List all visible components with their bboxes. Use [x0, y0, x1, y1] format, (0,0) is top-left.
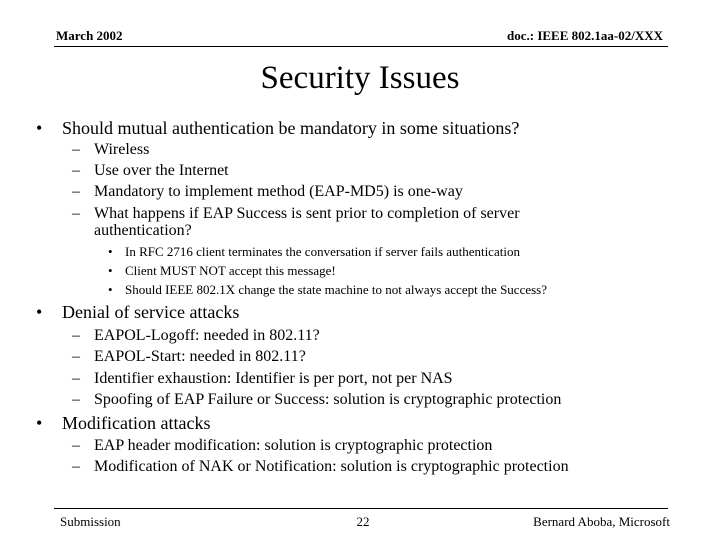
sub-bullet-mark: –	[72, 183, 80, 200]
sub-bullet-mark: –	[72, 141, 80, 158]
bullet-mark: •	[36, 118, 43, 138]
sub-bullet-text: Mandatory to implement method (EAP-MD5) is one-way	[94, 183, 463, 200]
sub-sub-bullet-mark: •	[108, 263, 113, 278]
sub-bullet-text: Modification of NAK or Notification: solution is cryptographic protection	[94, 458, 569, 475]
bullet-mark: •	[36, 413, 43, 433]
sub-bullet-text: EAPOL-Start: needed in 802.11?	[94, 348, 306, 365]
sub-sub-bullet-mark: •	[108, 282, 113, 297]
sub-bullet-mark: –	[72, 162, 80, 179]
slide-title: Security Issues	[260, 60, 460, 96]
footer-submission: Submission	[60, 514, 121, 529]
sub-bullet-mark: –	[72, 437, 80, 454]
bullet-text: Modification attacks	[62, 413, 211, 433]
sub-bullet-mark: –	[72, 370, 80, 387]
sub-bullet-text: EAPOL-Logoff: needed in 802.11?	[94, 327, 320, 344]
sub-bullet-mark: –	[72, 391, 80, 408]
bullet-text: Should mutual authentication be mandatory in some situations?	[62, 118, 520, 138]
sub-bullet-text: Identifier exhaustion: Identifier is per port, not per NAS	[94, 370, 453, 387]
sub-bullet-text: Spoofing of EAP Failure or Success: solution is cryptographic protection	[94, 391, 562, 408]
bullet-text: Denial of service attacks	[62, 302, 240, 322]
sub-bullet-text: Wireless	[94, 141, 150, 158]
sub-bullet-text: What happens if EAP Success is sent prior to completion of server authentication?	[94, 205, 520, 239]
bullet-mark: •	[36, 302, 43, 322]
footer-author: Bernard Aboba, Microsoft	[533, 514, 670, 529]
header-rule	[54, 46, 668, 47]
sub-sub-bullet-text: Client MUST NOT accept this message!	[125, 263, 336, 278]
header-date: March 2002	[56, 28, 123, 43]
sub-sub-bullet-text: In RFC 2716 client terminates the conversation if server fails authentication	[125, 244, 520, 259]
footer-page-number: 22	[356, 514, 370, 529]
sub-bullet-mark: –	[72, 327, 80, 344]
header-doc-id: doc.: IEEE 802.1aa-02/XXX	[506, 28, 663, 43]
sub-sub-bullet-mark: •	[108, 244, 113, 259]
footer-rule	[54, 508, 668, 509]
sub-bullet-text: EAP header modification: solution is cryptographic protection	[94, 437, 493, 454]
sub-bullet-mark: –	[72, 348, 80, 365]
sub-bullet-mark: –	[72, 205, 80, 222]
sub-sub-bullet-text: Should IEEE 802.1X change the state machine to not always accept the Success?	[125, 282, 548, 297]
sub-bullet-mark: –	[72, 458, 80, 475]
sub-bullet-text: Use over the Internet	[94, 162, 229, 179]
